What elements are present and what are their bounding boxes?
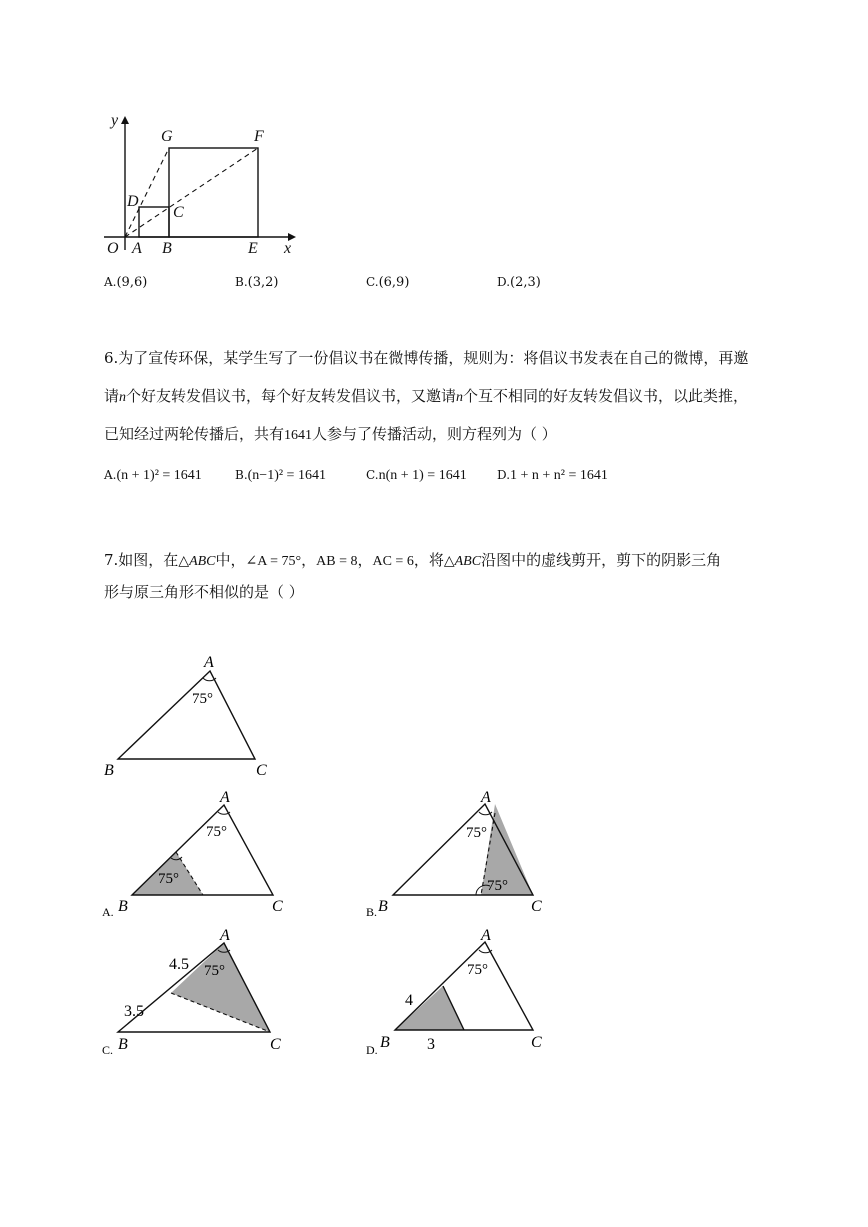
vertex-a-label: A <box>204 654 214 671</box>
point-d-label: D <box>127 193 139 210</box>
vertex-a-label: A <box>220 927 230 944</box>
angle-label: 75° <box>467 962 488 978</box>
original-triangle <box>104 654 267 779</box>
vertex-c-label: C <box>531 1034 542 1051</box>
option-b-figure[interactable] <box>366 789 542 919</box>
option-d-label: D. <box>366 1043 378 1057</box>
q7-triangle: △ABC <box>178 554 216 569</box>
q7-ab: AB = 8 <box>316 554 358 569</box>
length-label: 3 <box>427 1036 435 1053</box>
q7-text: ，将 <box>413 551 444 569</box>
q7-text: 中， <box>215 551 246 569</box>
q6-option-b[interactable] <box>235 468 326 484</box>
vertex-c-label: C <box>256 762 267 779</box>
q7-text: 7.如图，在 <box>104 551 179 569</box>
option-value: (n + 1)² = 1641 <box>116 468 202 483</box>
q5-option-c[interactable] <box>366 275 409 290</box>
option-value: 1 + n + n² = 1641 <box>510 468 608 483</box>
point-f-label: F <box>254 128 264 145</box>
q7-text: ， <box>301 551 317 569</box>
q7-triangles-figure <box>100 650 560 1070</box>
q5-coordinate-figure <box>100 108 310 260</box>
x-axis-label: x <box>284 240 292 257</box>
option-value: (6,9) <box>378 275 410 290</box>
q7-ac: AC = 6 <box>372 554 414 569</box>
vertex-b-label: B <box>378 898 388 915</box>
option-letter: D. <box>497 468 511 482</box>
length-label: 4 <box>405 992 413 1009</box>
q7-text: ， <box>357 551 373 569</box>
angle-label: 75° <box>487 878 508 894</box>
option-letter: D. <box>497 275 511 289</box>
option-letter: C. <box>366 275 379 289</box>
option-b-label: B. <box>366 905 378 919</box>
option-value: (3,2) <box>247 275 279 290</box>
point-b-label: B <box>162 240 172 257</box>
vertex-b-label: B <box>104 762 114 779</box>
vertex-a-label: A <box>220 789 230 806</box>
vertex-b-label: B <box>118 1036 128 1053</box>
option-value: (n−1)² = 1641 <box>247 468 326 483</box>
angle-label: 75° <box>192 691 213 707</box>
point-e-label: E <box>248 240 258 257</box>
q6-line-3 <box>104 424 557 446</box>
vertex-a-label: A <box>481 927 491 944</box>
q5-option-a[interactable] <box>104 275 147 290</box>
q6-line-2 <box>104 386 748 408</box>
option-value: (2,3) <box>510 275 541 290</box>
q6-text: 个互不相同的好友转发倡议书，以此类推， <box>463 387 749 405</box>
option-letter: A. <box>104 275 117 289</box>
angle-label: 75° <box>466 825 487 841</box>
square-befg <box>169 148 258 237</box>
length-label: 4.5 <box>169 956 189 973</box>
option-c-figure[interactable] <box>102 927 281 1057</box>
option-letter: C. <box>366 468 379 482</box>
vertex-c-label: C <box>272 898 283 915</box>
point-a-label: A <box>132 240 142 257</box>
option-a-figure[interactable] <box>102 789 283 919</box>
q7-triangle: △ABC <box>443 554 482 569</box>
point-c-label: C <box>173 204 184 221</box>
q5-option-b[interactable] <box>235 275 278 290</box>
vertex-c-label: C <box>270 1036 281 1053</box>
option-value: (9,6) <box>116 275 148 290</box>
q6-option-d[interactable] <box>497 468 608 484</box>
q6-option-c[interactable] <box>366 468 467 484</box>
option-letter: B. <box>235 468 248 482</box>
q6-text: 已知经过两轮传播后，共有 <box>104 425 285 443</box>
dashed-line-of <box>125 148 258 237</box>
q6-var-n: n <box>456 390 464 405</box>
q6-text: 人参与了传播活动，则方程列为（ ） <box>312 425 557 443</box>
q7-line-1 <box>104 550 721 572</box>
q7-line-2: 形与原三角形不相似的是（ ） <box>104 583 304 601</box>
y-axis-arrow <box>121 116 129 124</box>
q6-line-1: 6.为了宣传环保，某学生写了一份倡议书在微博传播，规则为：将倡议书发表在自己的微博，再邀 <box>104 349 749 367</box>
vertex-b-label: B <box>118 898 128 915</box>
y-axis-label: y <box>111 112 119 129</box>
origin-label: O <box>107 240 119 257</box>
option-d-figure[interactable] <box>366 927 542 1057</box>
option-value: n(n + 1) = 1641 <box>378 468 467 483</box>
vertex-a-label: A <box>481 789 491 806</box>
option-letter: A. <box>104 468 117 482</box>
vertex-c-label: C <box>531 898 542 915</box>
option-letter: B. <box>235 275 248 289</box>
q5-option-d[interactable] <box>497 275 541 290</box>
q6-text: 个好友转发倡议书，每个好友转发倡议书，又邀请 <box>126 387 457 405</box>
q6-text: 请 <box>104 387 120 405</box>
option-c-label: C. <box>102 1043 114 1057</box>
q6-var-n: n <box>119 390 127 405</box>
angle-label: 75° <box>158 871 179 887</box>
length-label: 3.5 <box>124 1003 144 1020</box>
q7-angle: ∠A = 75° <box>245 554 302 569</box>
q7-text: 沿图中的虚线剪开，剪下的阴影三角 <box>481 551 722 569</box>
angle-label: 75° <box>206 824 227 840</box>
angle-label: 75° <box>204 963 225 979</box>
point-g-label: G <box>161 128 173 145</box>
q6-number: 1641 <box>284 428 313 443</box>
vertex-b-label: B <box>380 1034 390 1051</box>
option-a-label: A. <box>102 905 114 919</box>
q6-option-a[interactable] <box>104 468 202 484</box>
square-abcd <box>139 207 169 237</box>
